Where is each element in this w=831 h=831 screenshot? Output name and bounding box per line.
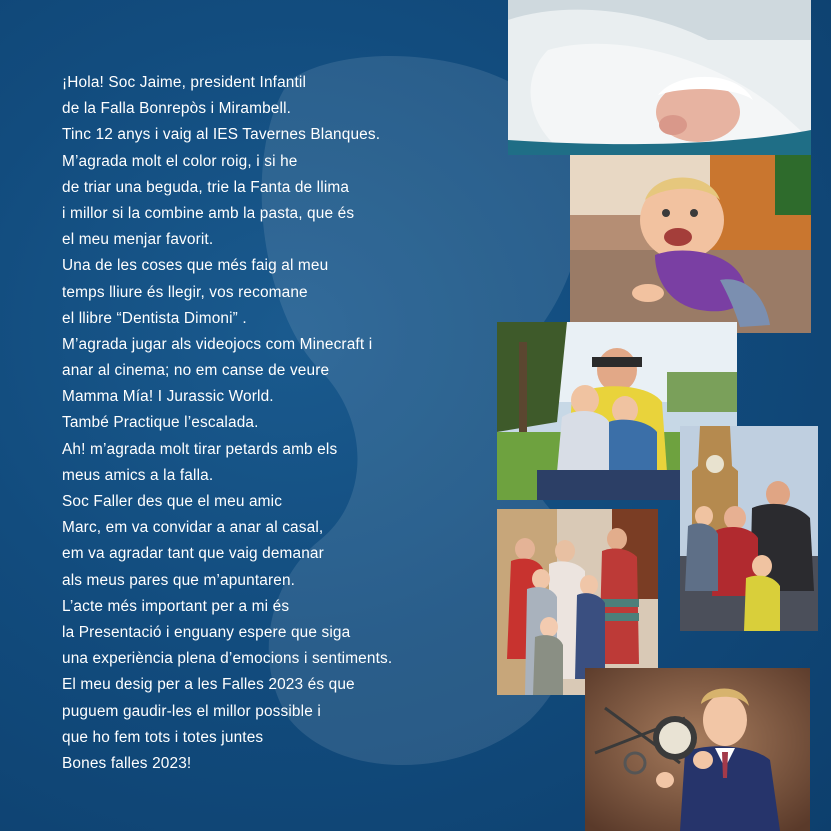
letter-line: em va agradar tant que vaig demanar <box>62 545 324 563</box>
letter-line: M’agrada molt el color roig, i si he <box>62 152 298 170</box>
letter-line: als meus pares que m’apuntaren. <box>62 571 296 589</box>
letter-line: el llibre “Dentista Dimoni” . <box>62 309 247 327</box>
letter-line: anar al cinema; no em canse de veure <box>62 362 330 380</box>
letter-line: Mamma Mía! I Jurassic World. <box>62 388 274 406</box>
letter-line: de triar una beguda, trie la Fanta de llima <box>62 178 350 196</box>
letter-line: la Presentació i enguany espere que siga <box>62 623 351 641</box>
letter-line: Bones falles 2023! <box>62 754 192 772</box>
photo-crawling-baby <box>570 155 811 333</box>
letter-line: Soc Faller des que el meu amic <box>62 493 283 510</box>
letter-line: meus amics a la falla. <box>62 466 214 484</box>
letter-line: una experiència plena d’emocions i sentiments. <box>62 650 393 668</box>
letter-line: de la Falla Bonrepòs i Mirambell. <box>62 100 292 118</box>
photo-big-ben <box>680 426 818 631</box>
letter-line: i millor si la combine amb la pasta, que és <box>62 204 355 222</box>
letter-line: Una de les coses que més faig al meu <box>62 257 329 275</box>
letter-line: Tinc 12 anys i vaig al IES Tavernes Blanques. <box>62 126 381 144</box>
letter-line: També Practique l’escalada. <box>62 414 259 432</box>
letter-line: L’acte més important per a mi és <box>62 597 290 615</box>
letter-line: temps lliure és llegir, vos recomane <box>62 283 308 301</box>
letter-line: El meu desig per a les Falles 2023 és que <box>62 676 355 694</box>
letter-line: ¡Hola! Soc Jaime, president Infantil <box>62 74 307 91</box>
photo-newborn <box>508 0 811 155</box>
letter-line: que ho fem tots i totes juntes <box>62 728 264 746</box>
letter-text <box>62 70 502 777</box>
letter-line: M’agrada jugar als videojocs com Minecraft i <box>62 335 373 353</box>
letter-line: Marc, em va convidar a anar al casal, <box>62 519 324 537</box>
letter-line: puguem gaudir-les el millor possible i <box>62 702 321 720</box>
photo-boy-portrait <box>585 668 810 831</box>
letter-line: el meu menjar favorit. <box>62 231 214 249</box>
letter-line: Ah! m’agrada molt tirar petards amb els <box>62 440 338 458</box>
